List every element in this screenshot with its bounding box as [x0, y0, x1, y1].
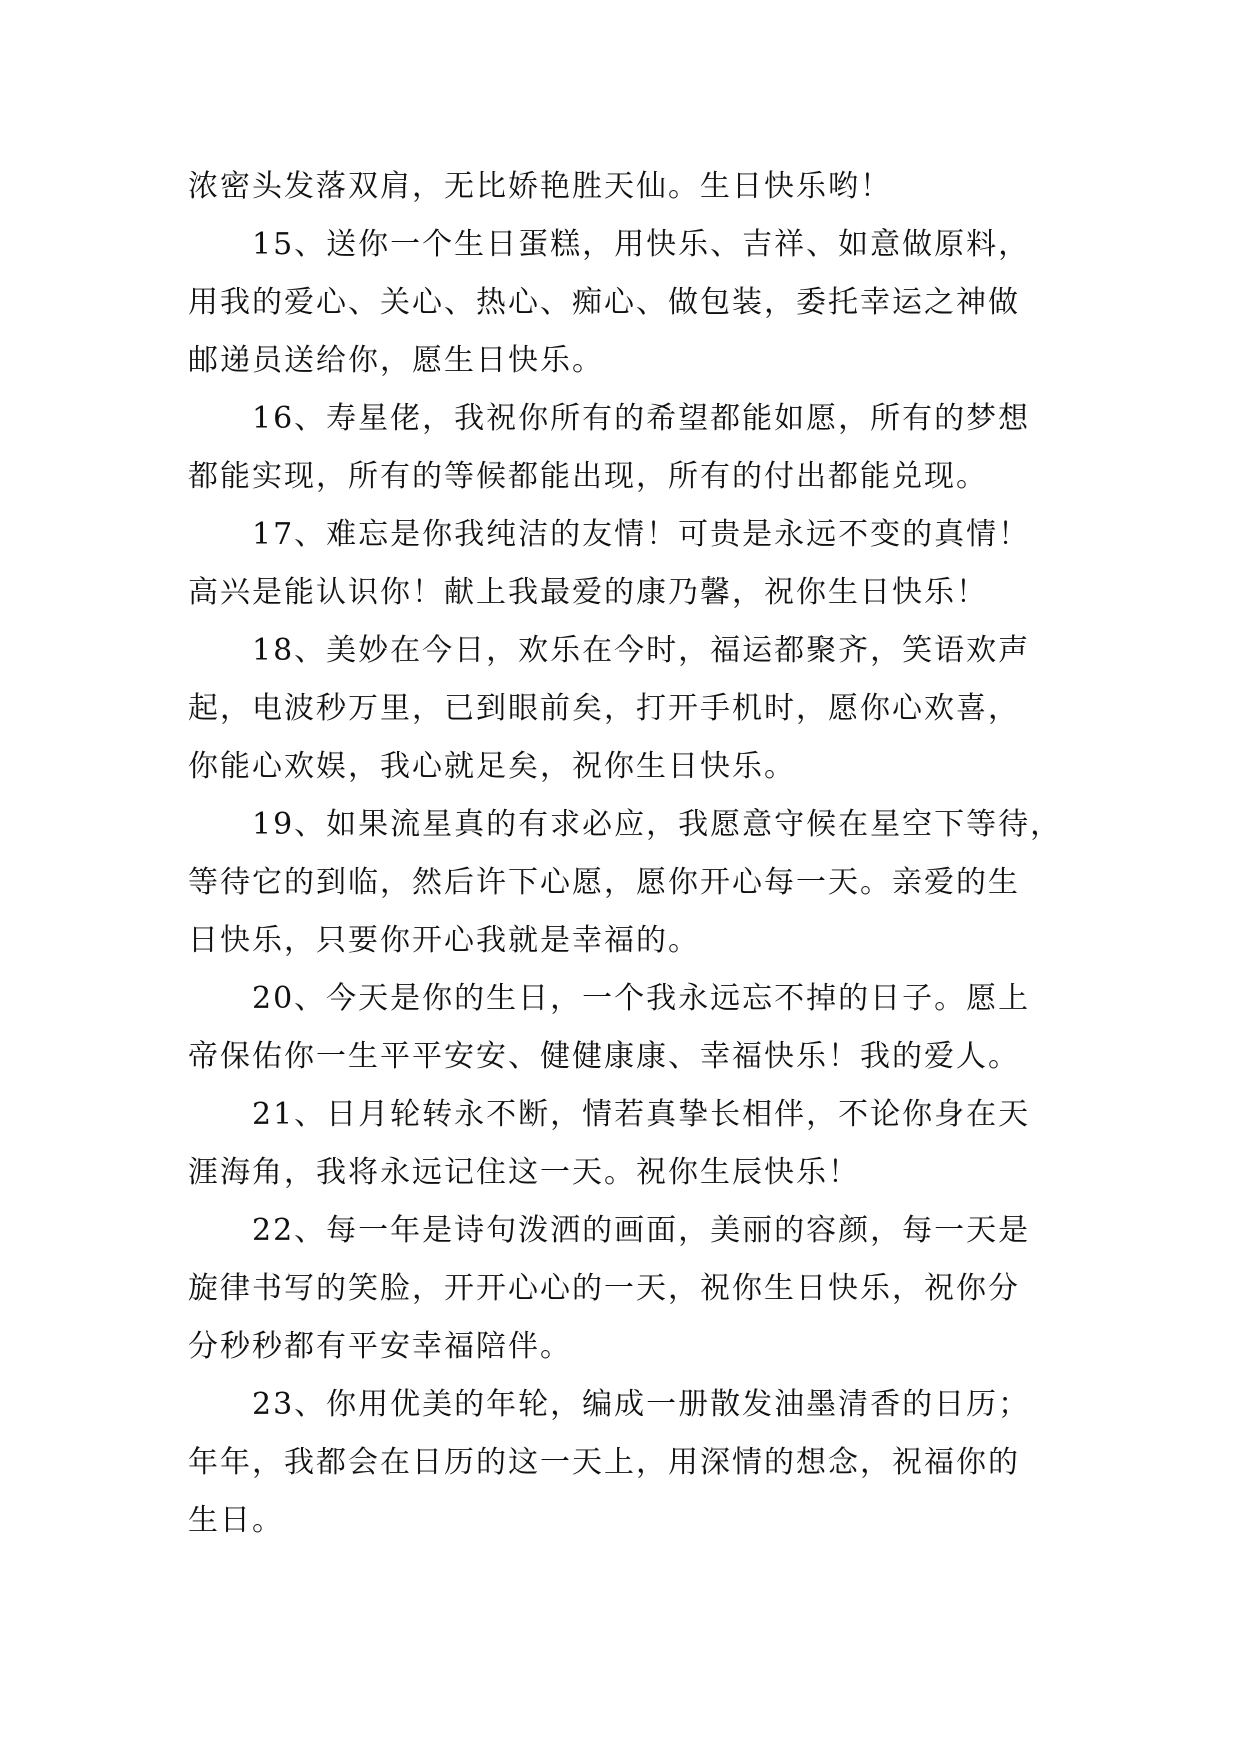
paragraph-17 — [188, 506, 1068, 622]
paragraph-15 — [188, 216, 1068, 390]
paragraph-22 — [188, 1202, 1068, 1376]
text-line: 15、送你一个生日蛋糕，用快乐、吉祥、如意做原料， — [252, 227, 1031, 262]
text-line: 分秒秒都有平安幸福陪伴。 — [188, 1329, 572, 1364]
text-line: 21、日月轮转永不断，情若真挚长相伴，不论你身在天 — [252, 1097, 1031, 1132]
paragraph-23 — [188, 1376, 1068, 1550]
paragraph-18 — [188, 622, 1068, 796]
text-line: 涯海角，我将永远记住这一天。祝你生辰快乐！ — [188, 1155, 860, 1190]
text-line: 帝保佑你一生平平安安、健健康康、幸福快乐！我的爱人。 — [188, 1039, 1020, 1074]
text-line: 23、你用优美的年轮，编成一册散发油墨清香的日历； — [252, 1387, 1031, 1422]
text-line: 等待它的到临，然后许下心愿，愿你开心每一天。亲爱的生 — [188, 865, 1020, 900]
text-line: 你能心欢娱，我心就足矣，祝你生日快乐。 — [188, 749, 796, 784]
text-line: 22、每一年是诗句泼洒的画面，美丽的容颜，每一天是 — [252, 1213, 1031, 1248]
text-line: 浓密头发落双肩，无比娇艳胜天仙。生日快乐哟！ — [188, 169, 892, 204]
text-line: 都能实现，所有的等候都能出现，所有的付出都能兑现。 — [188, 459, 988, 494]
text-line: 19、如果流星真的有求必应，我愿意守候在星空下等待， — [252, 807, 1063, 842]
text-line: 生日。 — [188, 1503, 284, 1538]
document-body — [188, 158, 1068, 1550]
text-line: 邮递员送给你，愿生日快乐。 — [188, 343, 604, 378]
text-line: 高兴是能认识你！献上我最爱的康乃馨，祝你生日快乐！ — [188, 575, 988, 610]
text-line: 17、难忘是你我纯洁的友情！可贵是永远不变的真情！ — [252, 517, 1031, 552]
paragraph-14-continuation — [188, 158, 1068, 216]
paragraph-16 — [188, 390, 1068, 506]
text-line: 日快乐，只要你开心我就是幸福的。 — [188, 923, 700, 958]
paragraph-20 — [188, 970, 1068, 1086]
paragraph-21 — [188, 1086, 1068, 1202]
paragraph-19 — [188, 796, 1068, 970]
text-line: 旋律书写的笑脸，开开心心的一天，祝你生日快乐，祝你分 — [188, 1271, 1020, 1306]
text-line: 用我的爱心、关心、热心、痴心、做包装，委托幸运之神做 — [188, 285, 1020, 320]
text-line: 起，电波秒万里，已到眼前矣，打开手机时，愿你心欢喜， — [188, 691, 1020, 726]
text-line: 年年，我都会在日历的这一天上，用深情的想念，祝福你的 — [188, 1445, 1020, 1480]
text-line: 20、今天是你的生日，一个我永远忘不掉的日子。愿上 — [252, 981, 1031, 1016]
text-line: 18、美妙在今日，欢乐在今时，福运都聚齐，笑语欢声 — [252, 633, 1031, 668]
text-line: 16、寿星佬，我祝你所有的希望都能如愿，所有的梦想 — [252, 401, 1031, 436]
